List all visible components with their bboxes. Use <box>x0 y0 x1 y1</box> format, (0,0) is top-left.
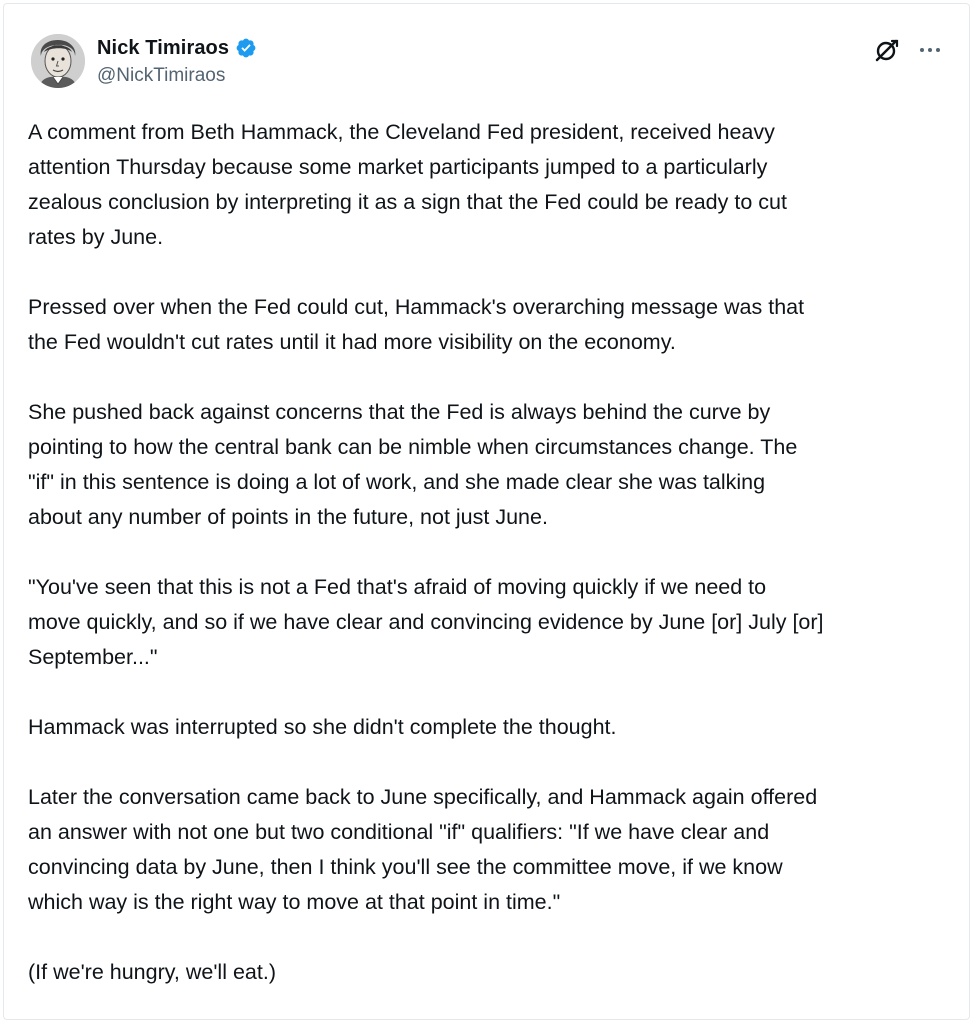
tweet-paragraph: A comment from Beth Hammack, the Cleveland Fed president, received heavy attention Thursday because some market participants jumped to a particularly zealous conclusion by interpreting it as a sign that the Fed could be ready to cut rates by June. <box>28 120 787 249</box>
verified-badge-icon[interactable] <box>235 37 257 59</box>
grok-icon[interactable] <box>874 37 900 63</box>
tweet-header <box>4 4 969 104</box>
tweet-text <box>28 115 958 990</box>
tweet-paragraph: Hammack was interrupted so she didn't complete the thought. <box>28 715 617 739</box>
tweet-paragraph: Later the conversation came back to June specifically, and Hammack again offered an answer with not one but two conditional "if" qualifiers: "If we have clear and convincing data by June, then I think you'll see the committee move, if we know which way is the right way to move at that point in time." <box>28 785 818 914</box>
avatar[interactable] <box>31 34 85 88</box>
display-name[interactable]: Nick Timiraos <box>97 36 230 59</box>
tweet-paragraph: "You've seen that this is not a Fed that's afraid of moving quickly if we need to move quickly, and so if we have clear and convincing evidence by June [or] July [or] September..." <box>28 575 824 669</box>
tweet-paragraph: (If we're hungry, we'll eat.) <box>28 960 276 984</box>
tweet-paragraph: She pushed back against concerns that the Fed is always behind the curve by pointing to how the central bank can be nimble when circumstances change. The "if" in this sentence is doing a lot of work, and she made clear she was talking about any number of points in the future, not just June. <box>28 400 798 529</box>
name-row <box>97 34 257 62</box>
author-block <box>97 34 257 87</box>
avatar-portrait-icon <box>31 34 85 88</box>
more-horizontal-icon[interactable] <box>916 40 944 60</box>
tweet-card[interactable] <box>3 3 970 1020</box>
tweet-paragraph: Pressed over when the Fed could cut, Hammack's overarching message was that the Fed wouldn't cut rates until it had more visibility on the economy. <box>28 295 805 354</box>
author-handle[interactable]: @NickTimiraos <box>97 65 226 86</box>
